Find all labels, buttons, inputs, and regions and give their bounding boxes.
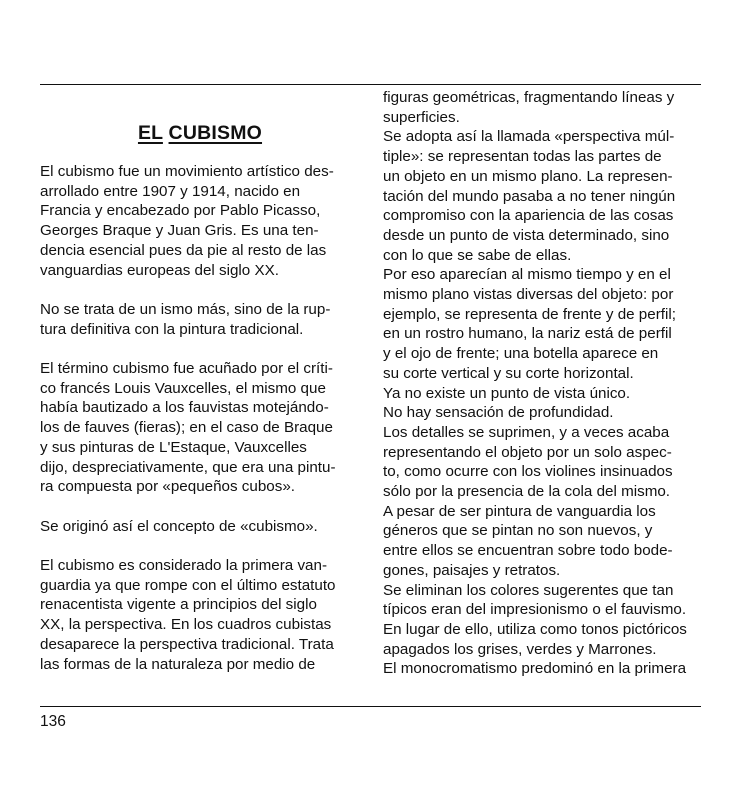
- text-line: A pesar de ser pintura de vanguardia los: [383, 502, 656, 520]
- text-line: Se originó así el concepto de «cubismo».: [40, 517, 318, 535]
- text-line: Los detalles se suprimen, y a veces acaba: [383, 423, 670, 441]
- right-text-column: [383, 88, 703, 679]
- text-line: vanguardias europeas del siglo XX.: [40, 261, 279, 279]
- text-line: renacentista vigente a principios del siglo: [40, 596, 317, 614]
- text-line: Ya no existe un punto de vista único.: [383, 384, 631, 402]
- text-line: desaparece la perspectiva tradicional. Trata: [40, 635, 334, 653]
- title-word-el: EL: [137, 122, 163, 144]
- text-line: figuras geométricas, fragmentando líneas y: [383, 89, 675, 106]
- text-line: Francia y encabezado por Pablo Picasso,: [40, 202, 321, 220]
- text-line: No hay sensación de profundidad.: [383, 404, 614, 422]
- text-line: tación del mundo pasaba a no tener ningún: [383, 187, 676, 205]
- text-line: había bautizado a los fauvistas motejándo-: [40, 399, 329, 417]
- text-line: representando el objeto por un solo aspec-: [383, 443, 672, 461]
- text-line: compromiso con la apariencia de las cosas: [383, 207, 674, 225]
- page-number: 136: [40, 713, 66, 730]
- text-line: No se trata de un ismo más, sino de la rup-: [40, 300, 331, 318]
- text-line: XX, la perspectiva. En los cuadros cubistas: [40, 616, 332, 634]
- text-line: con lo que se sabe de ellas.: [383, 246, 572, 264]
- text-line: y el ojo de frente; una botella aparece en: [383, 345, 659, 363]
- text-line: las formas de la naturaleza por medio de: [40, 655, 316, 673]
- text-line: tura definitiva con la pintura tradicional.: [40, 320, 304, 338]
- title-word-cubismo: CUBISMO: [168, 122, 263, 144]
- text-line: un objeto en un mismo plano. La represen-: [383, 167, 673, 185]
- paragraph-gap: [40, 280, 360, 300]
- page-title: [40, 122, 360, 145]
- bottom-rule: [40, 706, 701, 707]
- text-line: superficies.: [383, 108, 460, 126]
- paragraph-gap: [40, 536, 360, 556]
- paragraph-gap: [40, 497, 360, 517]
- text-line: co francés Louis Vauxcelles, el mismo que: [40, 379, 326, 397]
- text-line: mismo plano vistas diversas del objeto: por: [383, 286, 674, 304]
- text-line: guardia ya que rompe con el último estatuto: [40, 576, 336, 594]
- text-line: en un rostro humano, la nariz está de perfil: [383, 325, 672, 343]
- text-line: arrollado entre 1907 y 1914, nacido en: [40, 182, 301, 200]
- text-line: su corte vertical y su corte horizontal.: [383, 364, 634, 382]
- text-line: los de fauves (fieras); en el caso de Braque: [40, 419, 333, 437]
- text-line: entre ellos se encuentran sobre todo bode-: [383, 542, 673, 560]
- text-line: tiple»: se representan todas las partes de: [383, 148, 662, 166]
- text-line: El cubismo es considerado la primera van-: [40, 557, 328, 574]
- text-line: apagados los grises, verdes y Marrones.: [383, 640, 657, 658]
- text-line: dencia esencial pues da pie al resto de las: [40, 241, 327, 259]
- text-line: Por eso aparecían al mismo tiempo y en el: [383, 266, 671, 284]
- text-line: y sus pinturas de L'Estaque, Vauxcelles: [40, 438, 307, 456]
- text-line: Se adopta así la llamada «perspectiva múl-: [383, 128, 675, 146]
- text-line: El cubismo fue un movimiento artístico des-: [40, 163, 334, 180]
- text-line: ejemplo, se representa de frente y de perfil;: [383, 305, 676, 323]
- text-line: El monocromatismo predominó en la primera: [383, 660, 687, 678]
- text-line: El término cubismo fue acuñado por el críti-: [40, 360, 333, 377]
- text-line: sólo por la presencia de la cola del mismo.: [383, 483, 671, 501]
- paragraph-gap: [40, 339, 360, 359]
- text-line: géneros que se pintan no son nuevos, y: [383, 522, 653, 540]
- text-line: dijo, despreciativamente, que era una pintu-: [40, 458, 336, 476]
- text-line: ra compuesta por «pequeños cubos».: [40, 478, 295, 496]
- text-line: Se eliminan los colores sugerentes que tan: [383, 581, 674, 599]
- text-line: Georges Braque y Juan Gris. Es una ten-: [40, 222, 319, 240]
- text-line: gones, paisajes y retratos.: [383, 561, 561, 579]
- top-rule: [40, 84, 701, 85]
- left-text-column: [40, 162, 360, 674]
- text-line: desde un punto de vista determinado, sino: [383, 226, 670, 244]
- text-line: típicos eran del impresionismo o el fauvismo.: [383, 601, 687, 619]
- text-line: En lugar de ello, utiliza como tonos pictóricos: [383, 620, 687, 638]
- text-line: to, como ocurre con los violines insinuados: [383, 463, 673, 481]
